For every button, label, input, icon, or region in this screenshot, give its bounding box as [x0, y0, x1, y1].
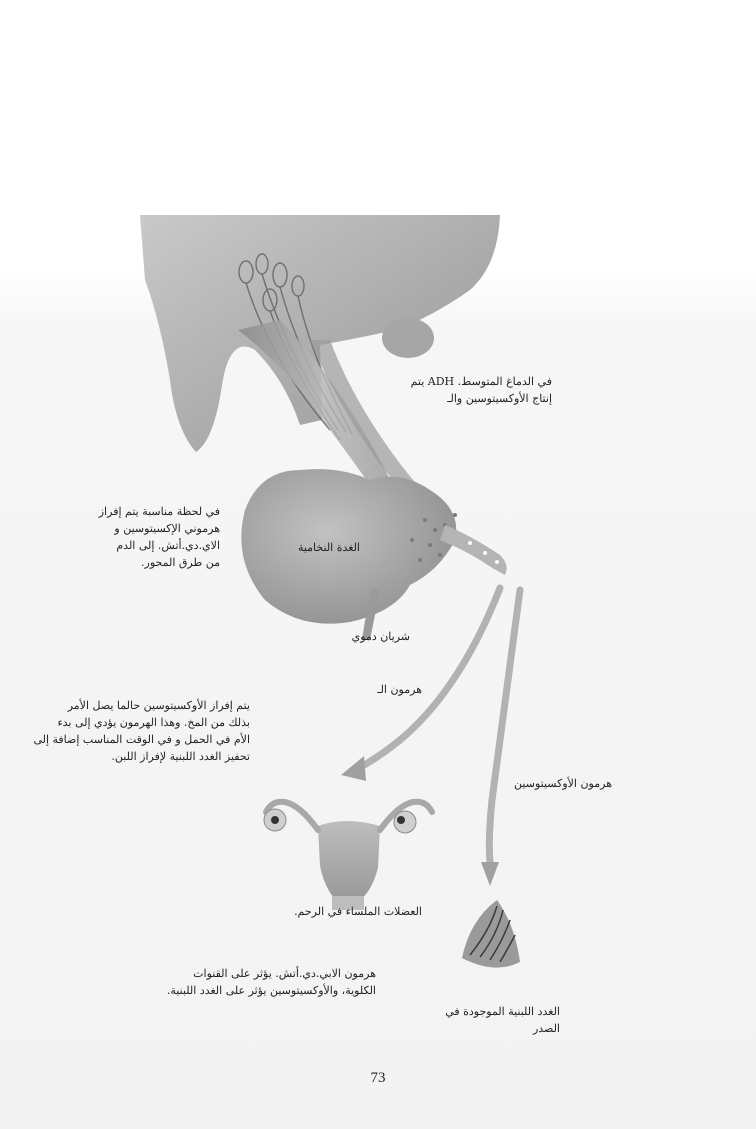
- adh-hormone-label: هرمون الـ: [377, 683, 422, 696]
- mammary-gland: [462, 900, 520, 968]
- uterus-muscle-label: العضلات الملساء في الرحم.: [294, 905, 422, 918]
- release-label: في لحظة مناسبة يتم إفراز هرموني الإكسيتوسين و الاي.دي.أتش. إلى الدم من طرق المحور.: [98, 505, 220, 569]
- pituitary-label: الغدة النخامية: [297, 541, 360, 554]
- mammary-label: الغدد اللبنية الموجودة في الصدر: [445, 1005, 560, 1035]
- blood-vessel: [440, 525, 507, 575]
- brain-lobe: [382, 318, 434, 358]
- adh-effect-label: هرمون الابي.دي.أتش. يؤثر على القنوات الكلوية، والأوكسيتوسين يؤثر على الغدد اللبنية.: [166, 967, 376, 997]
- adh-arrowhead: [341, 756, 366, 781]
- oxytocin-arrow: [489, 590, 520, 862]
- artery-label: شريان دموي: [351, 630, 410, 643]
- hypothalamus-shape: [140, 215, 500, 452]
- uterus: [264, 802, 432, 910]
- page-number: 73: [370, 1070, 386, 1086]
- oxytocin-hormone-label: هرمون الأوكسيتوسين: [514, 777, 612, 790]
- adh-arrow: [355, 588, 500, 770]
- oxytocin-arrowhead: [481, 862, 499, 886]
- oxytocin-effect-label: يتم إفراز الأوكسيتوسين حالما يصل الأمر بذلك من المخ. وهذا الهرمون يؤدي إلى بدء الأم في الحمل و في الوقت المناسب إضافة إلى تحفيز الغدد اللبنية لإفراز اللبن.: [33, 699, 250, 763]
- hypothalamus-label: في الدماغ المتوسط. ADH يتم إنتاج الأوكسيتوسين والـ: [410, 375, 552, 405]
